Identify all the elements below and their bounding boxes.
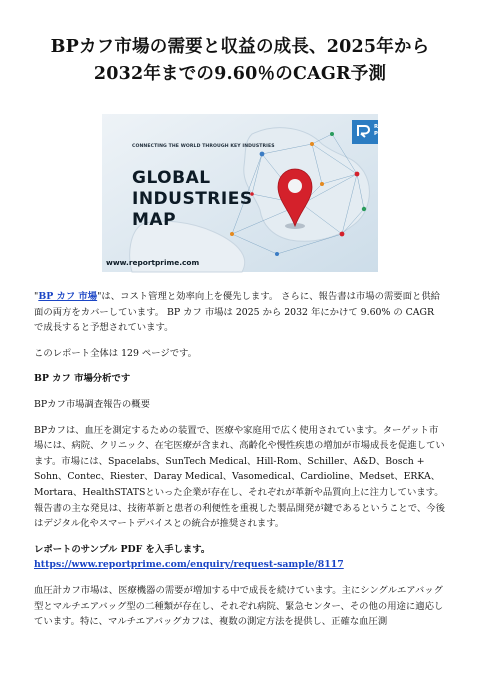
analysis-heading: BP カフ 市場分析です (34, 373, 131, 385)
intro-paragraph: "BP カフ 市場"は、コスト管理と効率向上を優先します。 さらに、報告書は市場の需要面と供給面の両方をカバーしています。 BP カフ 市場は 2025 から 2032 年にかけて 9.60% の CAGR で成長すると予想されています。 (34, 291, 441, 334)
report-body (34, 289, 446, 630)
sample-pdf-link[interactable]: https://www.reportprime.com/enquiry/request-sample/8117 (34, 559, 344, 571)
page-title: BPカフ市場の需要と収益の成長、2025年から2032年までの9.60％のCAGR予測 (50, 37, 430, 84)
hero-headline (132, 168, 253, 231)
market-link[interactable]: BP カフ 市場 (38, 291, 98, 302)
hero-headline-line-1: GLOBAL (132, 168, 211, 188)
hero-headline-line-3: MAP (132, 210, 177, 230)
report-prime-logo-icon (352, 120, 374, 142)
logo-wordmark: Report Prime (374, 124, 395, 137)
overview-heading: BPカフ市場調査報告の概要 (34, 398, 150, 410)
page-count-paragraph: このレポート全体は 129 ページです。 (34, 347, 197, 359)
hero-url: www.reportprime.com (106, 258, 200, 267)
sample-pdf-paragraph: レポートのサンプル PDF を入手します。 https://www.reportprime.com/enquiry/request-sample/8117 (34, 543, 344, 571)
market-types-paragraph: 血圧計カフ市場は、医療機器の需要が増加する中で成長を続けています。主にシングルエアバッグ型とマルチエアバッグ型の二種類が存在し、それぞれ病院、緊急センター、その他の用途に適応しています。特に、マルチエアバッグカフは、複数の測定方法を提供し、正確な血圧測 (34, 584, 444, 628)
hero-tagline: CONNECTING THE WORLD THROUGH KEY INDUSTRIES (132, 144, 275, 149)
overview-paragraph: BPカフは、血圧を測定するための装置で、医療や家庭用で広く使用されています。ターゲット市場には、病院、クリニック、在宅医療が含まれ、高齢化や慢性疾患の増加が市場成長を促進しています。市場には、Spacelabs、SunTech Medical、Hill-Rom、Schiller、A&D、Bosch + Sohn、Contec、Riester、Daray Medical、Vasomedical、Cardioline、Medset、ERKA、Mortara、HealthSTATSといった企業が存在し、それぞれが革新や品質向上に注力しています。報告書の主な発見は、技術革新と患者の利便性を重視した製品開発が鍵であるということで、今後はデジタル化やスマートデバイスとの統合が推奨されます。 (34, 424, 445, 530)
hero-banner-image (102, 114, 395, 272)
hero-headline-line-2: INDUSTRIES (132, 189, 253, 209)
